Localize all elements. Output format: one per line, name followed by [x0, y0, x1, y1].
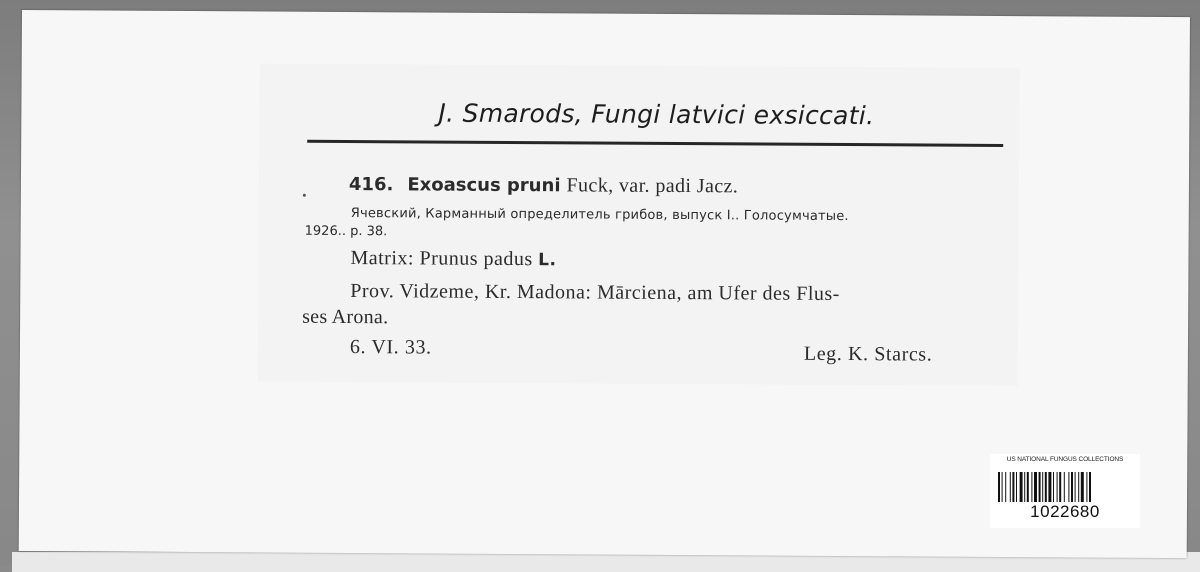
barcode-label [990, 454, 1140, 528]
collector: Leg. K. Starcs. [803, 342, 933, 366]
collection-date: 6. VI. 33. [349, 336, 432, 359]
header-rule [307, 140, 1003, 147]
barcode-graphic [998, 472, 1132, 502]
barcode-title: US NATIONAL FUNGUS COLLECTIONS [1006, 456, 1124, 463]
ink-speck [303, 194, 306, 197]
matrix-author: L. [538, 250, 557, 271]
matrix-line [350, 247, 556, 271]
entry-number: 416. [348, 174, 394, 196]
reference-line-2: 1926.. p. 38. [304, 223, 388, 240]
label-header: J. Smarods, Fungi latvici exsiccati. [438, 98, 875, 131]
barcode-number: 1022680 [1030, 502, 1100, 521]
specimen-label [258, 63, 1020, 386]
species-name: Exoascus pruni [407, 174, 561, 197]
matrix-text: Matrix: Prunus padus [350, 247, 533, 271]
species-line [349, 173, 738, 198]
species-authority: Fuck, var. padi Jacz. [566, 174, 739, 198]
reference-line-1: Ячевский, Карманный определитель грибов, выпуск I.. Голосумчатые. [350, 206, 849, 225]
locality-line-2: ses Arona. [302, 305, 389, 329]
locality-line-1: Prov. Vidzeme, Kr. Madona: Mārciena, am Ufer des Flus- [350, 280, 840, 306]
